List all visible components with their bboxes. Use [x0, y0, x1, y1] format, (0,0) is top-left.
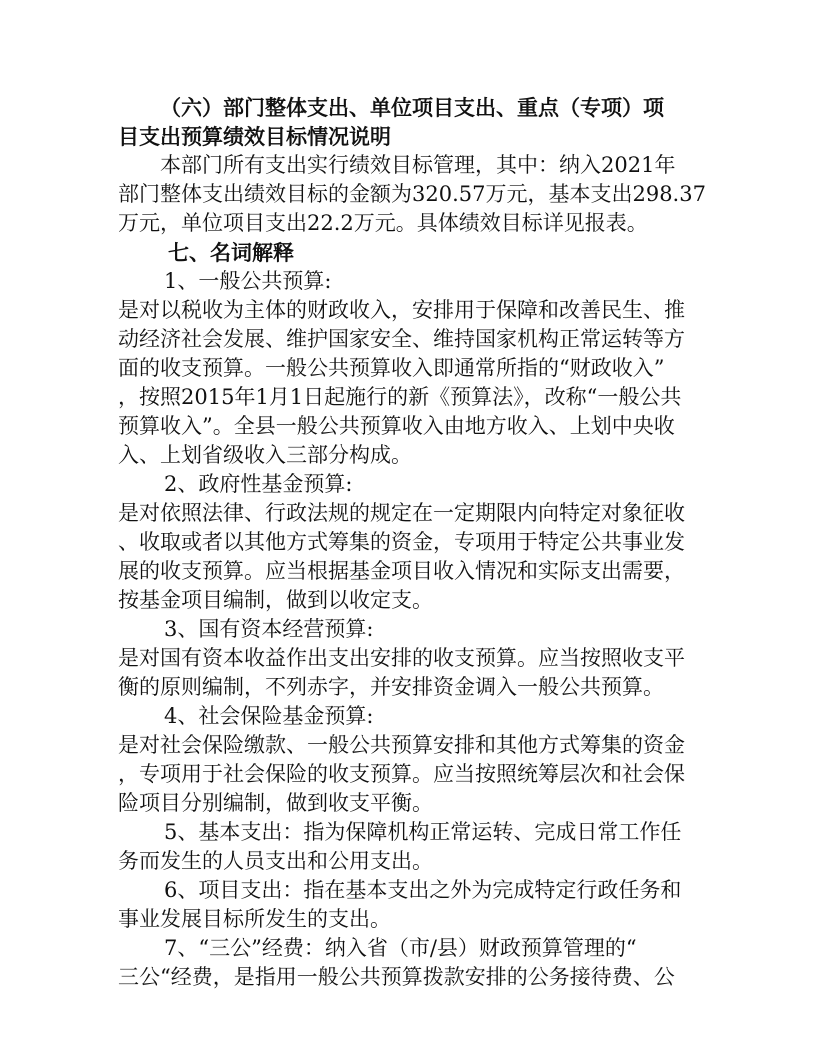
- section-6-body-line: 万元，单位项目支出22.2万元。具体绩效目标详见报表。: [118, 211, 648, 235]
- term-heading: 2、政府性基金预算:: [164, 472, 353, 496]
- term-heading: 1、一般公共预算:: [164, 269, 332, 293]
- term-body-line: ，专项用于社会保险的收支预算。应当按照统筹层次和社会保: [118, 762, 685, 786]
- term-body-line: 面的收支预算。一般公共预算收入即通常所指的“财政收入”: [118, 356, 665, 380]
- term-heading: 4、社会保险基金预算:: [164, 704, 374, 728]
- section-6-body-line: 部门整体支出绩效目标的金额为320.57万元，基本支出298.37: [118, 182, 706, 206]
- term-body-line: 是对社会保险缴款、一般公共预算安排和其他方式筹集的资金: [118, 733, 685, 757]
- term-body-line: 入、上划省级收入三部分构成。: [118, 443, 412, 467]
- term-body-line: 是对依照法律、行政法规的规定在一定期限内向特定对象征收: [118, 501, 685, 525]
- term-body-line: 按基金项目编制，做到以收定支。: [118, 588, 433, 612]
- term-body-line: 是对以税收为主体的财政收入，安排用于保障和改善民生、推: [118, 298, 685, 322]
- term-body-line: 、收取或者以其他方式筹集的资金，专项用于特定公共事业发: [118, 530, 685, 554]
- document-page: [118, 93, 706, 992]
- term-body-line: 是对国有资本收益作出支出安排的收支预算。应当按照收支平: [118, 646, 685, 670]
- term-body-line: 衡的原则编制，不列赤字，并安排资金调入一般公共预算。: [118, 675, 664, 699]
- term-body-line: 展的收支预算。应当根据基金项目收入情况和实际支出需要，: [118, 559, 685, 583]
- section-6-title-line-2: 目支出预算绩效目标情况说明: [118, 124, 391, 149]
- section-6-body-line: 本部门所有支出实行绩效目标管理，其中：纳入2021年: [160, 153, 676, 177]
- section-6-title-line-1: （六）部门整体支出、单位项目支出、重点（专项）项: [160, 95, 664, 120]
- term-heading: 5、基本支出：指为保障机构正常运转、完成日常工作任: [164, 820, 682, 844]
- term-body-line: 动经济社会发展、维护国家安全、维持国家机构正常运转等方: [118, 327, 685, 351]
- term-body-line: 险项目分别编制，做到收支平衡。: [118, 791, 433, 815]
- section-7-title: 七、名词解释: [168, 240, 294, 265]
- term-body-line: 务而发生的人员支出和公用支出。: [118, 849, 433, 873]
- term-body-line: 三公“经费，是指用一般公共预算拨款安排的公务接待费、公: [118, 965, 675, 989]
- term-body-line: 事业发展目标所发生的支出。: [118, 907, 391, 931]
- term-body-line: ，按照2015年1月1日起施行的新《预算法》，改称“一般公共: [118, 385, 682, 409]
- term-body-line: 预算收入”。全县一般公共预算收入由地方收入、上划中央收: [118, 414, 675, 438]
- term-heading: 3、国有资本经营预算:: [164, 617, 374, 641]
- term-heading: 6、项目支出：指在基本支出之外为完成特定行政任务和: [164, 878, 682, 902]
- term-heading: 7、“三公”经费：纳入省（市/县）财政预算管理的“: [164, 936, 637, 960]
